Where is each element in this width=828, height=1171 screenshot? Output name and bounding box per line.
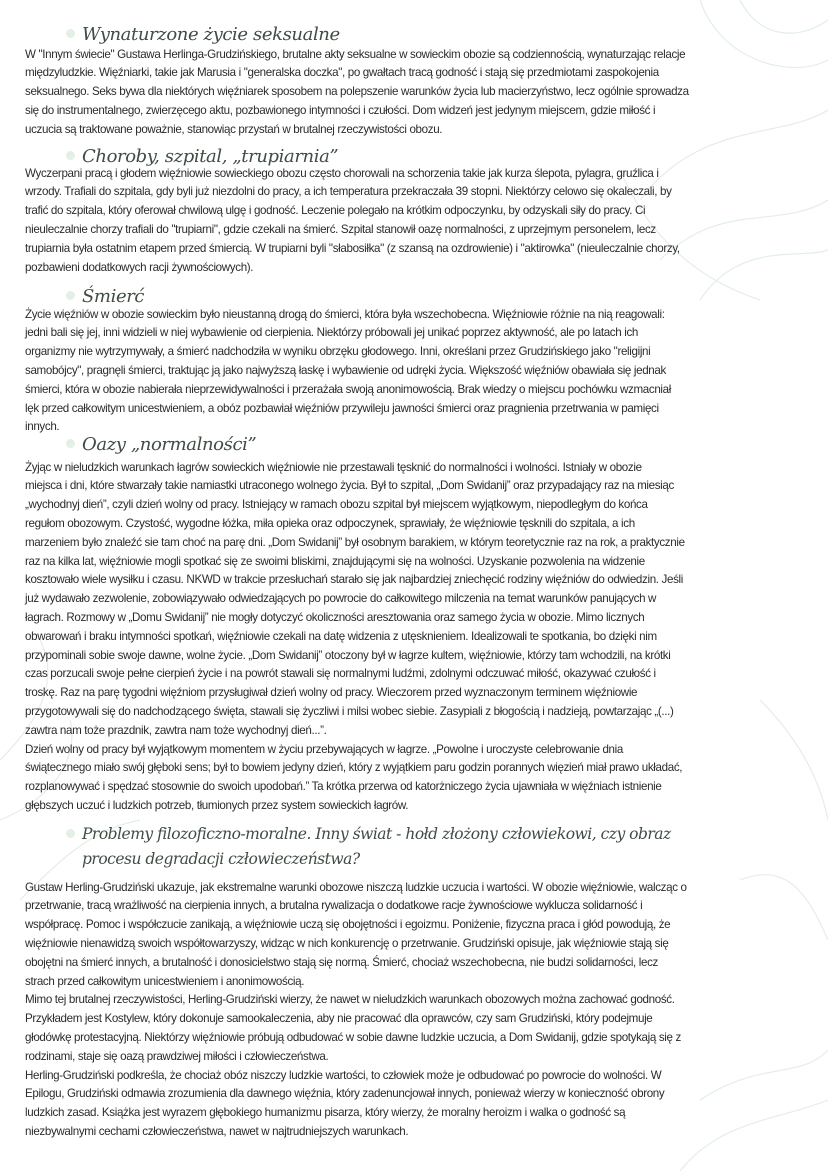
text-line: już wydawało zezwolenie, zobowiązywało odwiedzających po powrocie do całkowitego milczenia na temat warunków panujących w bbox=[25, 592, 657, 606]
text-line: troskę. Raz na parę tygodni więźniom przysługiwał dzień wolny od pracy. Wieczorem przed wyznaczonym terminem więźniowie bbox=[25, 686, 638, 700]
section-heading: Śmierć bbox=[82, 286, 145, 307]
text-line: samobójcy", pragnęli śmierci, traktując ją jako najwyższą łaskę i wybawienie od udręki życia. Większość więźniów obawiała się jednak bbox=[25, 363, 666, 377]
text-line: uczucia są traktowane poważnie, stanowiąc przystań w brutalnej rzeczywistości obozu. bbox=[25, 122, 443, 136]
text-line: rozplanowywać i spędzać stosownie do swoich upodobań.” Ta krótka przerwa od katorżniczego życia ujawniała w więźniach istnienie bbox=[25, 780, 662, 794]
text-line: więźniowie nienawidzą swoich współtowarzyszy, widząc w nich konkurencję o przetrwanie. Grudziński opisuje, jak więźniowie stają się bbox=[25, 936, 669, 950]
text-line: marzeniem było znaleźć sie tam choć na parę dni. „Dom Swidanij” był osobnym barakiem, w którym teoretycznie raz na rok, a praktycznie bbox=[25, 535, 685, 549]
text-line: Epilogu, Grudziński odmawia zrozumienia dla dawnego więźnia, który zadenuncjował innych, ponieważ wierzy w konieczność obrony bbox=[25, 1087, 665, 1101]
text-line: przygotowywali się do nadchodzącego święta, stawali się życzliwi i milsi wobec siebie. Zasypiali z błogością i nadzieją, powtarzając „(...) bbox=[25, 704, 674, 718]
text-line: Gustaw Herling-Grudziński ukazuje, jak ekstremalne warunki obozowe niszczą ludzkie uczucia i wartości. W obozie więźniowie, walcząc o bbox=[25, 880, 687, 894]
text-line: kosztowało wiele wysiłku i czasu. NKWD w trakcie przesłuchań starało się jak najbardziej zniechęcić rodziny więźniów do odwiedzin. Jeśli bbox=[25, 573, 683, 587]
section-paragraph bbox=[25, 46, 810, 140]
section-heading: Problemy filozoficzno-moralne. Inny świat - hołd złożony człowiekowi, czy obraz bbox=[82, 825, 671, 843]
text-line: międzyludzkie. Więźniarki, takie jak Marusia i "generalska doczka", po gwałtach tracą godność i stają się przedmiotami zaspokojenia bbox=[25, 66, 659, 80]
text-line: przetrwanie, tracą wrażliwość na cierpienia innych, a brutalna rywalizacja o dodatkowe racje żywnościowe wyklucza solidarność i bbox=[25, 899, 643, 913]
bullet-dot-icon bbox=[66, 829, 75, 838]
text-line: nieuleczalnie chorzy trafiali do "trupiarni", gdzie czekali na śmierć. Szpital stanowił oazę normalności, z uprzejmym personelem, lecz bbox=[25, 222, 656, 236]
text-line: pozbawieni dodatkowych racji żywnościowych). bbox=[25, 260, 254, 274]
section-paragraph bbox=[25, 306, 810, 438]
section-paragraph bbox=[25, 459, 810, 816]
text-line: strach przed całkowitym unicestwieniem i anonimowością. bbox=[25, 974, 305, 988]
text-line: rodzinami, staje się oazą prawdziwej miłości i człowieczeństwa. bbox=[25, 1049, 329, 1063]
text-line: Dzień wolny od pracy był wyjątkowym momentem w życiu przebywających w łagrze. „Powolne i uroczyste celebrowanie dnia bbox=[25, 742, 623, 756]
text-line: innych. bbox=[25, 420, 60, 434]
text-line: trafić do szpitala, który oferował chwilową ulgę i godność. Leczenie polegało na krótkim odpoczynku, by odzyskali siły do pracy. Ci bbox=[25, 204, 646, 218]
text-line: Życie więźniów w obozie sowieckim było nieustanną drogą do śmierci, która była wszechobecna. Więźniowie różnie na nią reagowali: bbox=[25, 307, 665, 321]
section-heading: procesu degradacji człowieczeństwa? bbox=[82, 850, 360, 868]
section-heading: Wynaturzone życie seksualne bbox=[82, 24, 340, 45]
text-line: łagrach. Rozmowy w „Domu Swidanij” nie mogły dotyczyć okoliczności aresztowania oraz samego życia w obozie. Mimo licznych bbox=[25, 610, 645, 624]
section-heading: Choroby, szpital, „trupiarnia” bbox=[82, 146, 339, 167]
text-line: obwarowań i braku intymności spotkań, więźniowie czekali na datę widzenia z utęsknieniem. Idealizowali te spotkania, bo dzięki nim bbox=[25, 629, 657, 643]
bullet-dot-icon bbox=[66, 29, 75, 38]
section-paragraph bbox=[25, 165, 810, 278]
text-line: zawtra nam tożе prazdnik, zawtra nam tożе wychodnyj dień...”. bbox=[25, 723, 327, 737]
bullet-dot-icon bbox=[66, 439, 75, 448]
text-line: lęk przed całkowitym unicestwieniem, a obóz pozbawiał więźniów przywileju jawności śmierci oraz pragnienia przetrwania w pamięci bbox=[25, 401, 659, 415]
text-line: obojętni na śmierć innych, a brutalność i donosicielstwo stają się normą. Śmierć, chociaż wszechobecna, nie budzi solidarności, lecz bbox=[25, 955, 659, 969]
text-line: czas porzucali swoje pełne cierpień życie i na powrót stawali się normalnymi ludźmi, zdolnymi odczuwać miłość, okazywać czułość i bbox=[25, 667, 656, 681]
text-line: „wychodnyj dień”, czyli dzień wolny od pracy. Istniejący w ramach obozu szpital był miejscem wyjątkowym, niepodległym do końca bbox=[25, 498, 648, 512]
text-line: wrzody. Trafiali do szpitala, gdy byli już niezdolni do pracy, a ich temperatura przekraczała 39 stopni. Niektórzy celowo się okaleczali, by bbox=[25, 185, 672, 199]
text-line: raz na kilka lat, więźniowie mogli spotkać się ze swoimi bliskimi, znajdującymi się na wolności. Uzyskanie pozwolenia na widzenie bbox=[25, 554, 645, 568]
text-line: współpracę. Pomoc i współczucie zanikają, a więźniowie uczą się obojętności i egoizmu. Poniżenie, fizyczna praca i głód powodują, że bbox=[25, 918, 671, 932]
text-line: jedni bali się jej, inni widzieli w niej wybawienie od cierpienia. Niektórzy próbowali jej unikać poprzez aktywność, ale po latach ich bbox=[25, 326, 638, 340]
text-line: ludzkich zasad. Książka jest wyrazem głębokiego humanizmu pisarza, który wierzy, że moralny heroizm i walka o godność są bbox=[25, 1106, 626, 1120]
text-line: trupiarnia była ostatnim etapem przed śmiercią. W trupiarni byli "słabosiłka" (z szansą na ozdrowienie) i "aktirowka" (nieuleczalnie chorzy, bbox=[25, 241, 680, 255]
text-line: organizmy nie wytrzymywały, a śmierć nadchodziła w wyniku obrzęku głodowego. Inni, określani przez Grudzińskiego jako "religijni bbox=[25, 345, 651, 359]
text-line: Herling-Grudziński podkreśla, że chociaż obóz niszczy ludzkie wartości, to człowiek może je odbudować po powrocie do wolności. W bbox=[25, 1068, 662, 1082]
text-line: regułom obozowym. Czystość, wygodne łóżka, miła opieka oraz odpoczynek, sprawiały, że więźniowie tęsknili do szpitala, a ich bbox=[25, 516, 635, 530]
text-line: przypominali sobie swoje dawne, wolne życie. „Dom Swidanij” otoczony był w łagrze kultem, więźniowie, którzy tam wchodzili, na krótki bbox=[25, 648, 671, 662]
text-line: Przykładem jest Kostylew, który dokonuje samookaleczenia, aby nie pracować dla oprawców, czy sam Grudziński, który podejmuje bbox=[25, 1012, 653, 1026]
text-line: Żyjąc w nieludzkich warunkach łagrów sowieckich więźniowie nie przestawali tęsknić do normalności i wolności. Istniały w obozie bbox=[25, 460, 642, 474]
text-line: Wyczerpani pracą i głodem więźniowie sowieckiego obozu często chorowali na schorzenia takie jak kurza ślepota, pylagra, gruźlica i bbox=[25, 166, 659, 180]
section-paragraph bbox=[25, 879, 810, 1142]
text-line: miejsca i dni, które stwarzały takie namiastki utraconego wolnego życia. Był to szpital, „Dom Swidanij” oraz przypadający raz na miesiąc bbox=[25, 479, 674, 493]
text-line: się do instrumentalnego, zwierzęcego aktu, pozbawionego intymności i czułości. Dom widzeń jest jedynym miejscem, gdzie miłość i bbox=[25, 103, 656, 117]
text-line: niezbywalnymi cechami człowieczeństwa, nawet w najtrudniejszych warunkach. bbox=[25, 1124, 409, 1138]
section-heading: Oazy „normalności” bbox=[82, 434, 257, 455]
bullet-dot-icon bbox=[66, 291, 75, 300]
text-line: głodówkę protestacyjną. Niektórzy więźniowie próbują odbudować w sobie dawne ludzkie uczucia, a Dom Swidanij, gdzie spotykają się z bbox=[25, 1030, 681, 1044]
text-line: świątecznego miało swój głęboki sens; był to bowiem jedyny dzień, który z wyjątkiem paru godzin porannych więzień miał prawo układać, bbox=[25, 761, 683, 775]
text-line: seksualnego. Seks bywa dla niektórych więźniarek sposobem na polepszenie warunków życia lub macierzyństwo, lecz ogólnie sprowadza bbox=[25, 85, 689, 99]
text-line: śmierci, która w obozie nabierała nieprzewidywalności i przerażała swoją anonimowością. Brak wiedzy o miejscu pochówku wzmacniał bbox=[25, 382, 671, 396]
bullet-dot-icon bbox=[66, 151, 75, 160]
text-line: W "Innym świecie" Gustawa Herlinga-Grudzińskiego, brutalne akty seksualne w sowieckim obozie są codziennością, wynaturzając relacje bbox=[25, 47, 686, 61]
text-line: głębszych uczuć i ludzkich potrzeb, tłumionych przez system sowieckich łagrów. bbox=[25, 798, 409, 812]
text-line: Mimo tej brutalnej rzeczywistości, Herling-Grudziński wierzy, że nawet w nieludzkich warunkach obozowych można zachować godność. bbox=[25, 993, 675, 1007]
